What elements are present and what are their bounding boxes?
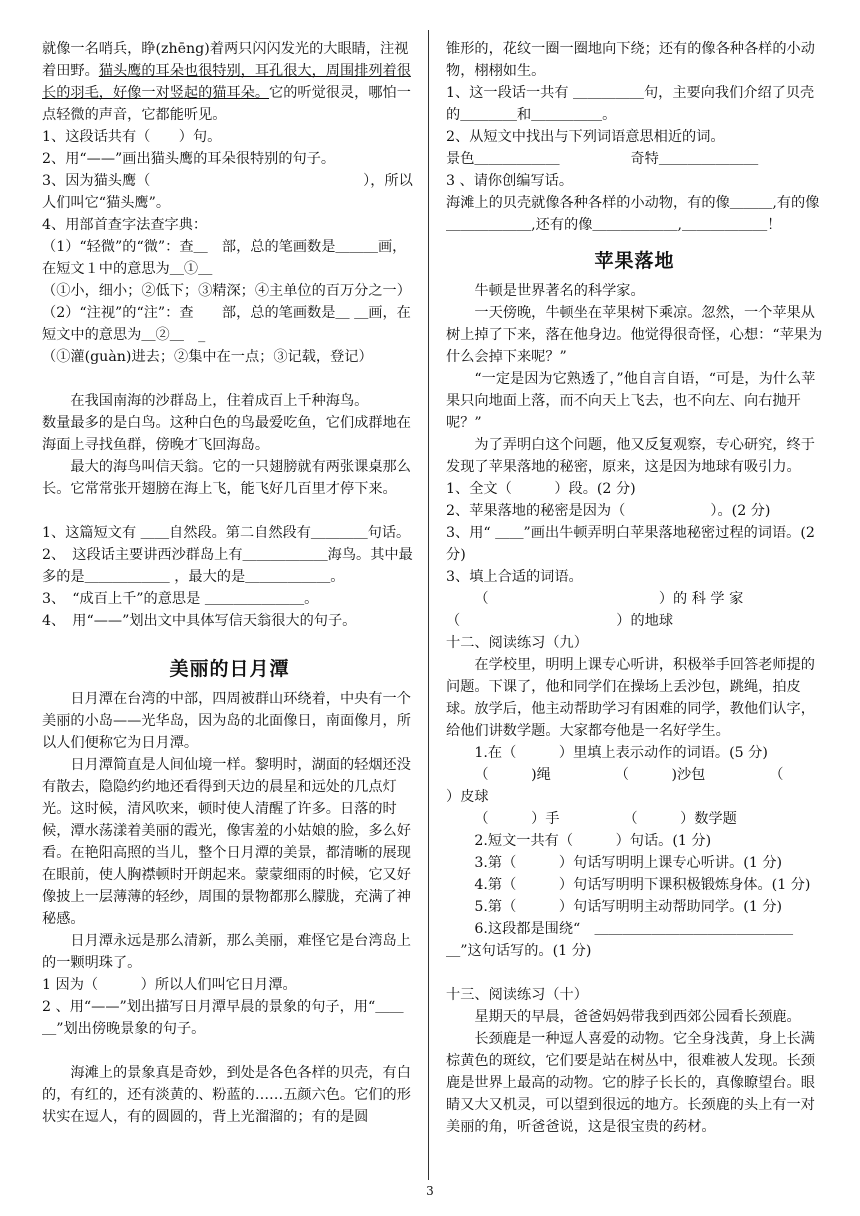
question: 2、用“——”画出猫头鹰的耳朵很特别的句子。 [42, 151, 336, 167]
question: 2、从短文中找出与下列词语意思相近的词。 [446, 129, 725, 145]
sunmoon-paragraph: 日月潭简直是人间仙境一样。黎明时，湖面的轻烟还没有散去，隐隐约约地还看得到天边的晨星和远处的几点灯光。这时候，清风吹来，顿时使人清醒了许多。日落的时候，潭水荡漾着美丽的霞光，像害羞的小姑娘的脸，多么好看。在艳阳高照的当儿，整个日月潭的美景，都清晰的展现在眼前，使人胸襟顿时开朗起来。蒙蒙细雨的时候，它又好像披上一层薄薄的轻纱，周围的景物都那么朦胧，充满了神秘感。 [42, 757, 411, 927]
question: 3、 “成百上千”的意思是 ＿＿＿＿＿＿＿。 [42, 591, 319, 607]
question: （①灌(guàn)进去；②集中在一点；③记载，登记） [42, 349, 373, 365]
exercise-10-paragraph: 长颈鹿是一种逗人喜爱的动物。它全身浅黄，身上长满棕黄色的斑纹，它们要是站在树丛中，很难被人发现。长颈鹿是世界上最高的动物。它的脖子长长的，真像瞭望台。眼睛又大又机灵，可以望到很远的地方。长颈鹿的头上有一对美丽的角，听爸爸说，这是很宝贵的药材。 [446, 1031, 815, 1135]
question: 4、用部首查字法查字典： [42, 217, 208, 233]
exercise-10-paragraph: 星期天的早晨，爸爸妈妈带我到西郊公园看长颈鹿。 [474, 1009, 801, 1025]
question: 2.短文一共有（ ）句话。(1 分) [474, 833, 712, 849]
question: 景色＿＿＿＿＿＿ 奇特＿＿＿＿＿＿＿ [446, 151, 759, 167]
beach-paragraph-cont: 锥形的，花纹一圈一圈地向下绕；还有的像各种各样的小动物，栩栩如生。 [446, 41, 815, 79]
question: 4、 用“——”划出文中具体写信天翁很大的句子。 [42, 613, 357, 629]
birds-paragraph: 数量最多的是白鸟。这种白色的鸟最爱吃鱼，它们成群地在海面上寻找鱼群，傍晚才飞回海岛。 [42, 415, 411, 453]
apple-paragraph: 牛顿是世界著名的科学家。 [474, 283, 645, 299]
question: （ )绳 （ )沙包 （ ）皮球 [446, 767, 826, 805]
question: 海滩上的贝壳就像各种各样的小动物，有的像＿＿＿,有的像＿＿＿＿＿＿,还有的像＿＿＿＿＿＿,＿＿＿＿＿＿！ [446, 195, 820, 233]
question: 1.在（ ）里填上表示动作的词语。(5 分) [474, 745, 768, 761]
question: 4.第（ ）句话写明明下课积极锻炼身体。(1 分) [474, 877, 811, 893]
question: 1 因为（ ）所以人们叫它日月潭。 [42, 977, 297, 993]
beach-paragraph: 海滩上的景象真是奇妙，到处是各色各样的贝壳，有白的，有红的，还有淡黄的、粉蓝的……五颜六色。它们的形状实在逗人，有的圆圆的，背上光溜溜的；有的是圆 [42, 1065, 411, 1125]
exercise-9-title: 十二、阅读练习（九） [446, 635, 588, 651]
owl-paragraph: 就像一名哨兵，睁(zhēng)着两只闪闪发光的大眼睛，注视着田野。猫头鹰的耳朵也很特别，耳孔很大，周围排列着很长的羽毛，好像一对竖起的猫耳朵。它的听觉很灵，哪怕一点轻微的声音，它都能听见。 [42, 41, 411, 123]
apple-paragraph: 一天傍晚，牛顿坐在苹果树下乘凉。忽然，一个苹果从树上掉了下来，落在他身边。他觉得很奇怪，心想：“苹果为什么会掉下来呢？” [446, 305, 823, 365]
underlined-sentence: 猫头鹰的耳朵也很特别，耳孔很大，周围排列着很长的羽毛，好像一对竖起的猫耳朵。 [42, 63, 411, 101]
question: （2）“注视”的“注”：查 部，总的笔画数是＿ ＿画，在短文中的意思为＿②＿ _ [42, 305, 411, 343]
right-column [446, 38, 826, 1138]
question: 2、苹果落地的秘密是因为（ ）。(2 分) [446, 503, 771, 519]
exercise-10-title: 十三、阅读练习（十） [446, 987, 588, 1003]
exercise-9-paragraph: 在学校里，明明上课专心听讲，积极举手回答老师提的问题。下课了，他和同学们在操场上丢沙包，跳绳，拍皮球。放学后，他主动帮助学习有困难的同学，教他们认字，给他们讲数学题。大家都夸他是一名好学生。 [446, 657, 815, 739]
birds-paragraph: 最大的海鸟叫信天翁。它的一只翅膀就有两张课桌那么长。它常常张开翅膀在海上飞，能飞好几百里才停下来。 [42, 459, 411, 497]
page-number: 3 [426, 1184, 434, 1198]
question: 3 、请你创编写话。 [446, 173, 574, 189]
question: （ ）的地球 [446, 613, 674, 629]
question: 3、填上合适的词语。 [446, 569, 583, 585]
question: 1、这篇短文有 ＿＿自然段。第二自然段有＿＿＿＿句话。 [42, 525, 411, 541]
question: 3、因为猫头鹰（ ），所以人们叫它“猫头鹰”。 [42, 173, 413, 211]
question: 5.第（ ）句话写明明主动帮助同学。(1 分) [474, 899, 783, 915]
question: 1、这一段话一共有 ＿＿＿＿＿句，主要向我们介绍了贝壳的＿＿＿＿和＿＿＿＿＿。 [446, 85, 815, 123]
question: （ ）手 （ ）数学题 [474, 811, 737, 827]
question: 2、 这段话主要讲西沙群岛上有＿＿＿＿＿＿海鸟。其中最多的是＿＿＿＿＿＿ ，最大的是＿＿＿＿＿＿。 [42, 547, 413, 585]
apple-paragraph: 为了弄明白这个问题，他又反复观察，专心研究，终于发现了苹果落地的秘密，原来，这是因为地球有吸引力。 [446, 437, 815, 475]
birds-paragraph: 在我国南海的沙群岛上，住着成百上千种海鸟。 [70, 393, 369, 409]
sunmoon-paragraph: 日月潭在台湾的中部，四周被群山环绕着，中央有一个美丽的小岛——光华岛，因为岛的北面像日，南面像月，所以人们便称它为日月潭。 [42, 691, 411, 751]
question: 3、用“ ＿＿”画出牛顿弄明白苹果落地秘密过程的词语。(2 分) [446, 525, 815, 563]
sunmoon-paragraph: 日月潭永远是那么清新，那么美丽，难怪它是台湾岛上的一颗明珠了。 [42, 933, 411, 971]
question: （①小，细小；②低下；③精深；④主单位的百万分之一） [42, 283, 411, 299]
left-column [42, 38, 417, 1128]
section-title-sunmoon: 美丽的日月潭 [169, 658, 290, 680]
question: 3.第（ ）句话写明明上课专心听讲。(1 分) [474, 855, 783, 871]
question: （ ）的 科 学 家 [474, 591, 744, 607]
question: （1）“轻微”的“微”：查＿ 部，总的笔画数是＿＿＿画，在短文１中的意思为＿①＿ [42, 239, 407, 277]
apple-paragraph: “一定是因为它熟透了，”他自言自语，“可是，为什么苹果只向地面上落，而不向天上飞去，也不向左、向右抛开呢？” [446, 371, 816, 431]
section-title-apple: 苹果落地 [594, 250, 675, 272]
question: 2 、用“——”划出描写日月潭早晨的景象的句子，用“＿＿＿”划出傍晚景象的句子。 [42, 999, 404, 1037]
question: 1、全文（ ）段。(2 分) [446, 481, 636, 497]
question: 1、这段话共有（ ）句。 [42, 129, 222, 145]
question: 6.这段都是围绕“ ＿＿＿＿＿＿＿＿＿＿＿＿＿＿＿”这句话写的。(1 分) [446, 921, 794, 959]
column-divider [428, 30, 429, 1180]
